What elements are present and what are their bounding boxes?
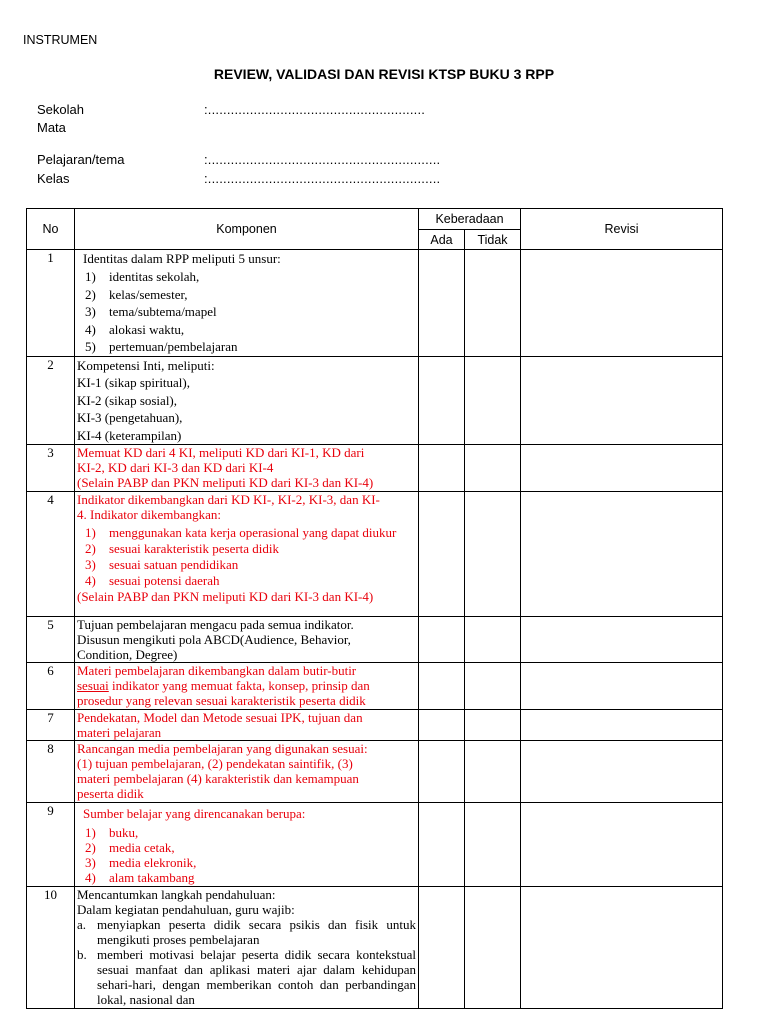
row-line: KI-1 (sikap spiritual), bbox=[77, 375, 191, 390]
row-komponen bbox=[75, 663, 419, 710]
row-komponen bbox=[75, 617, 419, 663]
revisi-cell[interactable] bbox=[521, 250, 723, 357]
field-value-kelas: :............................................................. bbox=[204, 171, 441, 186]
header-ada: Ada bbox=[419, 230, 465, 250]
table-row bbox=[27, 741, 723, 803]
list-item: 4) sesuai potensi daerah bbox=[85, 573, 220, 588]
row-line: Kompetensi Inti, meliputi: bbox=[77, 357, 215, 373]
table-row bbox=[27, 250, 723, 357]
field-value-pelajaran: :............................................................. bbox=[204, 152, 441, 167]
row-number: 7 bbox=[27, 710, 75, 741]
list-item: a. menyiapkan peserta didik secara psikis dan fisik untuk mengikuti proses pembelajaran bbox=[77, 917, 416, 947]
table-row bbox=[27, 710, 723, 741]
revisi-cell[interactable] bbox=[521, 710, 723, 741]
checkbox-cell-ada[interactable] bbox=[419, 617, 465, 663]
checkbox-cell-ada[interactable] bbox=[419, 356, 465, 445]
checkbox-cell-ada[interactable] bbox=[419, 887, 465, 1009]
row-line: Disusun mengikuti pola ABCD(Audience, Behavior, bbox=[77, 632, 351, 647]
checkbox-cell-ada[interactable] bbox=[419, 492, 465, 617]
row-number: 9 bbox=[27, 803, 75, 887]
checkbox-cell-tidak[interactable] bbox=[465, 803, 521, 887]
checkbox-cell-ada[interactable] bbox=[419, 250, 465, 357]
list-item: 3) sesuai satuan pendidikan bbox=[85, 557, 239, 572]
checkbox-cell-tidak[interactable] bbox=[465, 492, 521, 617]
row-line: 4. Indikator dikembangkan: bbox=[77, 507, 222, 522]
revisi-cell[interactable] bbox=[521, 803, 723, 887]
row-line: KI-2 (sikap sosial), bbox=[77, 392, 178, 408]
list-item: 4) alokasi waktu, bbox=[85, 321, 185, 337]
row-line: KI-4 (keterampilan) bbox=[77, 427, 182, 443]
row-line: Dalam kegiatan pendahuluan, guru wajib: bbox=[77, 902, 295, 917]
revisi-cell[interactable] bbox=[521, 741, 723, 803]
checkbox-cell-ada[interactable] bbox=[419, 803, 465, 887]
checkbox-cell-ada[interactable] bbox=[419, 741, 465, 803]
row-line: (Selain PABP dan PKN meliputi KD dari KI-3 dan KI-4) bbox=[77, 475, 374, 490]
header-keberadaan: Keberadaan bbox=[419, 209, 521, 230]
revisi-cell[interactable] bbox=[521, 617, 723, 663]
row-line: Pendekatan, Model dan Metode sesuai IPK, tujuan dan bbox=[77, 710, 363, 725]
teacher-duty-list bbox=[77, 917, 416, 1007]
revisi-cell[interactable] bbox=[521, 887, 723, 1009]
row-number: 6 bbox=[27, 663, 75, 710]
row-number: 8 bbox=[27, 741, 75, 803]
field-label-sekolah: Sekolah bbox=[37, 102, 84, 117]
checkbox-cell-ada[interactable] bbox=[419, 710, 465, 741]
row-line: Materi pembelajaran dikembangkan dalam butir-butir bbox=[77, 663, 357, 678]
checkbox-cell-ada[interactable] bbox=[419, 663, 465, 710]
checkbox-cell-tidak[interactable] bbox=[465, 445, 521, 492]
field-label-mata: Mata bbox=[37, 120, 66, 135]
table-row bbox=[27, 887, 723, 1009]
row-line: Rancangan media pembelajaran yang digunakan sesuai: bbox=[77, 741, 368, 756]
list-item: 5) pertemuan/pembelajaran bbox=[85, 339, 238, 354]
list-item: 1) buku, bbox=[85, 825, 139, 840]
list-item: 2) kelas/semester, bbox=[85, 286, 188, 302]
row-line: Indikator dikembangkan dari KD KI-, KI-2, KI-3, dan KI- bbox=[77, 492, 380, 507]
table-row bbox=[27, 356, 723, 445]
row-intro: Sumber belajar yang direncanakan berupa: bbox=[83, 806, 306, 821]
checkbox-cell-tidak[interactable] bbox=[465, 250, 521, 357]
row-line: (Selain PABP dan PKN meliputi KD dari KI-3 dan KI-4) bbox=[77, 589, 374, 604]
component-list bbox=[77, 268, 416, 356]
header-revisi: Revisi bbox=[521, 209, 723, 250]
header-no: No bbox=[27, 209, 75, 250]
row-line: materi pelajaran bbox=[77, 725, 162, 740]
field-label-kelas: Kelas bbox=[37, 171, 70, 186]
revisi-cell[interactable] bbox=[521, 445, 723, 492]
checkbox-cell-tidak[interactable] bbox=[465, 617, 521, 663]
list-item: 1) menggunakan kata kerja operasional yang dapat diukur bbox=[85, 525, 397, 540]
row-line bbox=[77, 678, 416, 693]
list-item: 2) media cetak, bbox=[85, 840, 175, 855]
row-line: Tujuan pembelajaran mengacu pada semua indikator. bbox=[77, 617, 354, 632]
review-table bbox=[26, 208, 723, 1009]
field-value-sekolah: :......................................................... bbox=[204, 102, 426, 117]
row-number: 1 bbox=[27, 250, 75, 357]
row-line: Memuat KD dari 4 KI, meliputi KD dari KI-1, KD dari bbox=[77, 445, 365, 460]
underlined-word: sesuai bbox=[77, 678, 109, 693]
row-komponen bbox=[75, 710, 419, 741]
row-number: 3 bbox=[27, 445, 75, 492]
row-line: materi pembelajaran (4) karakteristik dan kemampuan bbox=[77, 771, 359, 786]
list-item: 3) tema/subtema/mapel bbox=[85, 304, 217, 319]
header-komponen: Komponen bbox=[75, 209, 419, 250]
row-line: Mencantumkan langkah pendahuluan: bbox=[77, 887, 276, 902]
row-komponen bbox=[75, 803, 419, 887]
list-item: 1) identitas sekolah, bbox=[85, 269, 200, 284]
list-item: 4) alam takambang bbox=[85, 870, 195, 885]
row-number: 5 bbox=[27, 617, 75, 663]
list-item: b. memberi motivasi belajar peserta didik secara kontekstual sesuai manfaat dan aplikasi materi ajar dalam kehidupan sehari-hari, dengan memberikan contoh dan perbandingan lokal, nasional dan bbox=[77, 947, 416, 1007]
row-komponen bbox=[75, 887, 419, 1009]
row-line: prosedur yang relevan sesuai karakteristik peserta didik bbox=[77, 693, 366, 708]
table-row bbox=[27, 663, 723, 710]
field-label-pelajaran: Pelajaran/tema bbox=[37, 152, 125, 167]
table-row bbox=[27, 803, 723, 887]
row-line: KI-2, KD dari KI-3 dan KD dari KI-4 bbox=[77, 460, 274, 475]
row-komponen bbox=[75, 250, 419, 357]
revisi-cell[interactable] bbox=[521, 356, 723, 445]
row-komponen bbox=[75, 356, 419, 445]
row-komponen bbox=[75, 492, 419, 617]
list-item: 2) sesuai karakteristik peserta didik bbox=[85, 541, 280, 556]
header-tidak: Tidak bbox=[465, 230, 521, 250]
row-komponen bbox=[75, 741, 419, 803]
row-number: 10 bbox=[27, 887, 75, 1009]
row-intro: Identitas dalam RPP meliputi 5 unsur: bbox=[83, 251, 281, 266]
source-list bbox=[77, 825, 416, 885]
table-row bbox=[27, 617, 723, 663]
row-line: peserta didik bbox=[77, 786, 144, 801]
table-row bbox=[27, 492, 723, 617]
row-line: KI-3 (pengetahuan), bbox=[77, 410, 183, 425]
checkbox-cell-tidak[interactable] bbox=[465, 887, 521, 1009]
row-line-rest: indikator yang memuat fakta, konsep, prinsip dan bbox=[108, 678, 370, 693]
row-line: Condition, Degree) bbox=[77, 647, 178, 662]
checkbox-cell-tidak[interactable] bbox=[465, 356, 521, 445]
list-item: 3) media elekronik, bbox=[85, 855, 197, 870]
row-number: 4 bbox=[27, 492, 75, 617]
document-title: REVIEW, VALIDASI DAN REVISI KTSP BUKU 3 RPP bbox=[213, 66, 555, 82]
row-line: (1) tujuan pembelajaran, (2) pendekatan saintifik, (3) bbox=[77, 756, 353, 771]
revisi-cell[interactable] bbox=[521, 492, 723, 617]
checkbox-cell-ada[interactable] bbox=[419, 445, 465, 492]
table-row bbox=[27, 445, 723, 492]
indicator-list bbox=[77, 525, 416, 589]
row-komponen bbox=[75, 445, 419, 492]
row-number: 2 bbox=[27, 356, 75, 445]
document-label: INSTRUMEN bbox=[23, 33, 98, 47]
checkbox-cell-tidak[interactable] bbox=[465, 710, 521, 741]
checkbox-cell-tidak[interactable] bbox=[465, 663, 521, 710]
revisi-cell[interactable] bbox=[521, 663, 723, 710]
checkbox-cell-tidak[interactable] bbox=[465, 741, 521, 803]
